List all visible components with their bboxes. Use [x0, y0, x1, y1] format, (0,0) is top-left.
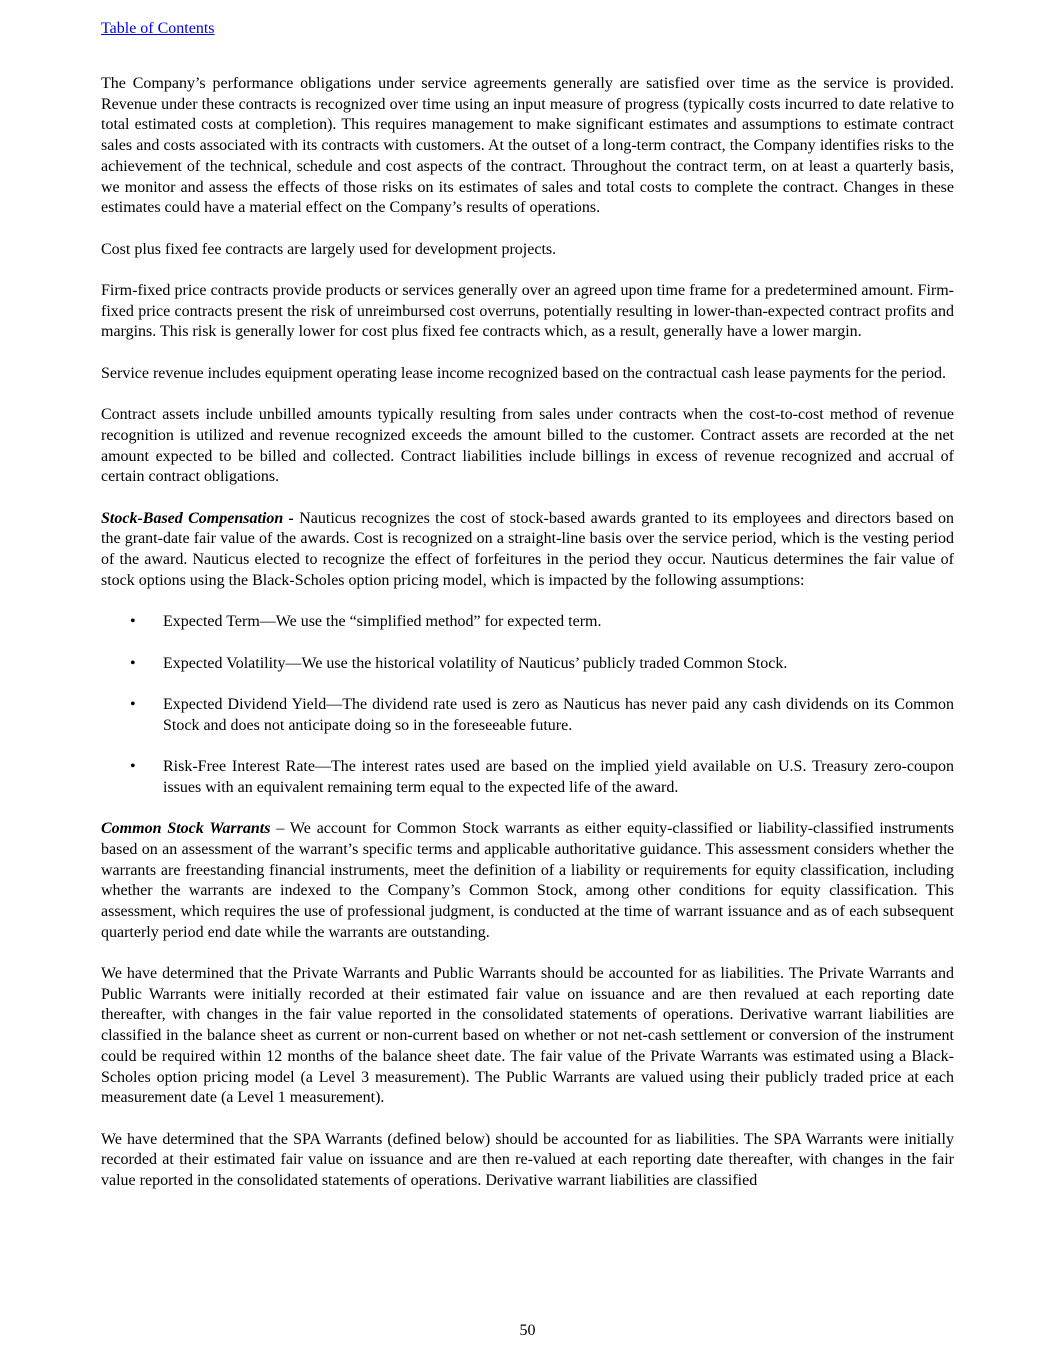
paragraph-performance-obligations: The Company’s performance obligations under service agreements generally are satisfied over time as the service is provided. Revenue under these contracts is recognized over time using an input measure of progress (typically costs incurred to date relative to total estimated costs at completion). This requires management to make significant estimates and assumptions to estimate contract sales and costs associated with its contracts with customers. At the outset of a long-term contract, the Company identifies risks to the achievement of the technical, schedule and cost aspects of the contract. Throughout the contract term, on at least a quarterly basis, we monitor and assess the effects of those risks on its estimates of sales and total costs to complete the contract. Changes in these estimates could have a material effect on the Company’s results of operations. [101, 75, 954, 217]
list-item-text: Risk-Free Interest Rate—The interest rates used are based on the implied yield available on U.S. Treasury zero-coupon issues with an equivalent remaining term equal to the expected life of the award. [163, 758, 954, 796]
list-item [101, 654, 954, 675]
bullet-icon: • [130, 613, 136, 631]
paragraph-spa-warrants: We have determined that the SPA Warrants (defined below) should be accounted for as liabilities. The SPA Warrants were initially recorded at their estimated fair value on issuance and are then re-valued at each reporting date thereafter, with changes in the fair value reported in the consolidated statements of operations. Derivative warrant liabilities are classified [101, 1130, 954, 1190]
bullet-icon: • [130, 654, 136, 672]
table-of-contents-link[interactable]: Table of Contents [101, 20, 215, 37]
list-item-text: Expected Dividend Yield—The dividend rate used is zero as Nauticus has never paid any cash dividends on its Common Stock and does not anticipate doing so in the foreseeable future. [163, 695, 954, 734]
list-item-text: Expected Term—We use the “simplified method” for expected term. [163, 613, 602, 631]
bullet-icon: • [130, 695, 136, 713]
paragraph-service-revenue: Service revenue includes equipment operating lease income recognized based on the contractual cash lease payments for the period. [101, 364, 946, 382]
assumptions-list [101, 612, 954, 798]
paragraph-contract-assets: Contract assets include unbilled amounts typically resulting from sales under contracts when the cost-to-cost method of revenue recognition is utilized and revenue recognized exceeds the amount billed to the customer. Contract assets are recorded at the net amount expected to be billed and collected. Contract liabilities include billings in excess of revenue recognized and accrual of certain contract obligations. [101, 406, 954, 486]
list-item [101, 757, 954, 798]
page-number: 50 [519, 1322, 536, 1339]
paragraph-cost-plus: Cost plus fixed fee contracts are largely used for development projects. [101, 240, 557, 258]
list-item [101, 612, 954, 633]
section-heading-stock-based-compensation: Stock-Based Compensation - [101, 509, 294, 527]
stock-comp-body: Nauticus recognizes the cost of stock-based awards granted to its employees and directors based on the grant-date fair value of the awards. Cost is recognized on a straight-line basis over the service period, which is the vesting period of the award. Nauticus elected to recognize the effect of forfeitures in the period they occur. Nauticus determines the fair value of stock options using the Black-Scholes option pricing model, which is impacted by the following assumptions: [101, 509, 954, 589]
paragraph-private-public-warrants: We have determined that the Private Warrants and Public Warrants should be accounted for as liabilities. The Private Warrants and Public Warrants were initially recorded at their estimated fair value on issuance and are then revalued at each reporting date thereafter, with changes in the fair value reported in the consolidated statements of operations. Derivative warrant liabilities are classified in the balance sheet as current or non-current based on whether or not net-cash settlement or conversion of the instrument could be required within 12 months of the balance sheet date. The fair value of the Private Warrants was estimated using a Black-Scholes option pricing model (a Level 3 measurement). The Public Warrants are valued using their publicly traded price at each measurement date (a Level 1 measurement). [101, 965, 954, 1107]
paragraph-stock-based-compensation [101, 509, 954, 592]
list-item-text: Expected Volatility—We use the historical volatility of Nauticus’ publicly traded Common Stock. [163, 654, 788, 672]
paragraph-firm-fixed-price: Firm-fixed price contracts provide products or services generally over an agreed upon time frame for a predetermined amount. Firm-fixed price contracts present the risk of unreimbursed cost overruns, potentially resulting in lower-than-expected contract profits and margins. This risk is generally lower for cost plus fixed fee contracts which, as a result, generally have a lower margin. [101, 282, 954, 341]
document-body [101, 74, 954, 1212]
warrants-body: – We account for Common Stock warrants as either equity-classified or liability-classified instruments based on an assessment of the warrant’s specific terms and applicable authoritative guidance. This assessment considers whether the warrants are freestanding financial instruments, meet the definition of a liability or requirements for equity classification, including whether the warrants are indexed to the Company’s Common Stock, among other conditions for equity classification. This assessment, which requires the use of professional judgment, is conducted at the time of warrant issuance and as of each subsequent quarterly period end date while the warrants are outstanding. [101, 820, 954, 941]
section-heading-common-stock-warrants: Common Stock Warrants [101, 820, 271, 838]
paragraph-common-stock-warrants [101, 819, 954, 943]
list-item [101, 695, 954, 736]
bullet-icon: • [130, 758, 136, 776]
